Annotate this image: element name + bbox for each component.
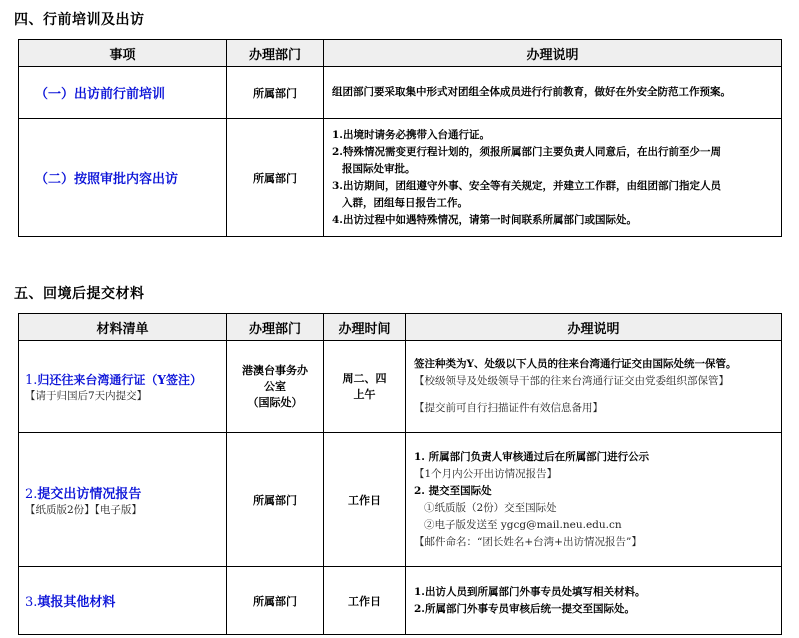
col-header-materials: 材料清单 [19, 314, 227, 341]
item-cell [19, 567, 227, 635]
item-number: 1. [25, 372, 38, 388]
desc-note: 【1个月内公开出访情况报告】 [414, 467, 558, 480]
desc-line: 1. 所属部门负责人审核通过后在所属部门进行公示 [414, 450, 650, 463]
item-link[interactable]: （一）出访前行前培训 [35, 87, 166, 102]
desc-cell [406, 341, 782, 433]
desc-cell [406, 433, 782, 567]
desc-line: 2.所属部门外事专员审核后统一提交至国际处。 [414, 602, 635, 615]
item-link[interactable]: 提交出访情况报告 [37, 486, 142, 502]
time-cell: 工作日 [324, 567, 406, 635]
desc-cell: 组团部门要采取集中形式对团组全体成员进行行前教育，做好在外安全防范工作预案。 [324, 67, 782, 119]
table-row [19, 341, 782, 433]
section4-title: 四、行前培训及出访 [14, 12, 145, 28]
col-header-item: 事项 [19, 40, 227, 67]
col-header-desc: 办理说明 [324, 40, 782, 67]
desc-cell [324, 119, 782, 237]
desc-line: 2. 提交至国际处 [414, 484, 492, 497]
desc-note: 【提交前可自行扫描证件有效信息备用】 [414, 402, 603, 414]
time-line: 周二、四 [342, 371, 387, 385]
time-cell: 工作日 [324, 433, 406, 567]
table-row [19, 433, 782, 567]
section5-title: 五、回境后提交材料 [14, 286, 145, 302]
desc-line: 报国际处审批。 [342, 162, 416, 175]
item-cell [19, 433, 227, 567]
item-cell [19, 119, 227, 237]
time-cell [324, 341, 406, 433]
dept-cell: 所属部门 [227, 67, 324, 119]
desc-line: 入群，团组每日报告工作。 [342, 196, 468, 209]
item-link[interactable]: （二）按照审批内容出访 [35, 172, 179, 187]
dept-line: 公室 [264, 379, 286, 393]
post-return-table [18, 313, 782, 635]
desc-line: 1.出访人员到所属部门外事专员处填写相关材料。 [414, 585, 646, 598]
item-number: 2. [25, 486, 38, 502]
item-link[interactable]: 填报其他材料 [37, 595, 116, 610]
dept-line: 港澳台事务办 [242, 363, 308, 377]
desc-line: 签注种类为Y、处级以下人员的往来台湾通行证交由国际处统一保管。 [414, 358, 737, 370]
email-line: ②电子版发送至 ygcg@mail.neu.edu.cn [424, 518, 622, 531]
item-note: 【纸质版2份】【电子版】 [25, 503, 142, 516]
item-cell [19, 67, 227, 119]
col-header-dept: 办理部门 [227, 40, 324, 67]
table-row [19, 119, 782, 237]
table-row [19, 567, 782, 635]
dept-cell: 所属部门 [227, 567, 324, 635]
col-header-desc: 办理说明 [406, 314, 782, 341]
desc-cell [406, 567, 782, 635]
pre-departure-table [18, 39, 782, 237]
dept-line: （国际处） [247, 395, 303, 409]
item-link[interactable]: 归还往来台湾通行证（Y签注） [37, 372, 202, 387]
table-row [19, 67, 782, 119]
item-number: 3. [25, 595, 38, 610]
desc-line: 4.出访过程中如遇特殊情况，请第一时间联系所属部门或国际处。 [332, 213, 637, 226]
col-header-time: 办理时间 [324, 314, 406, 341]
col-header-dept: 办理部门 [227, 314, 324, 341]
time-line: 上午 [353, 387, 376, 401]
desc-line: 2.特殊情况需变更行程计划的，须报所属部门主要负责人同意后，在出行前至少一周 [332, 145, 721, 158]
dept-cell [227, 341, 324, 433]
dept-cell: 所属部门 [227, 119, 324, 237]
desc-note: 【校级领导及处级领导干部的往来台湾通行证交由党委组织部保管】 [414, 375, 729, 387]
desc-line: 1.出境时请务必携带入台通行证。 [332, 128, 490, 141]
dept-cell: 所属部门 [227, 433, 324, 567]
item-note: 【请于归国后7天内提交】 [25, 389, 148, 402]
desc-note: 【邮件命名：“团长姓名+台湾+出访情况报告”】 [414, 535, 642, 548]
item-cell [19, 341, 227, 433]
desc-note: ①纸质版（2份）交至国际处 [424, 501, 557, 514]
desc-line: 3.出访期间，团组遵守外事、安全等有关规定，并建立工作群，由组团部门指定人员 [332, 179, 721, 192]
